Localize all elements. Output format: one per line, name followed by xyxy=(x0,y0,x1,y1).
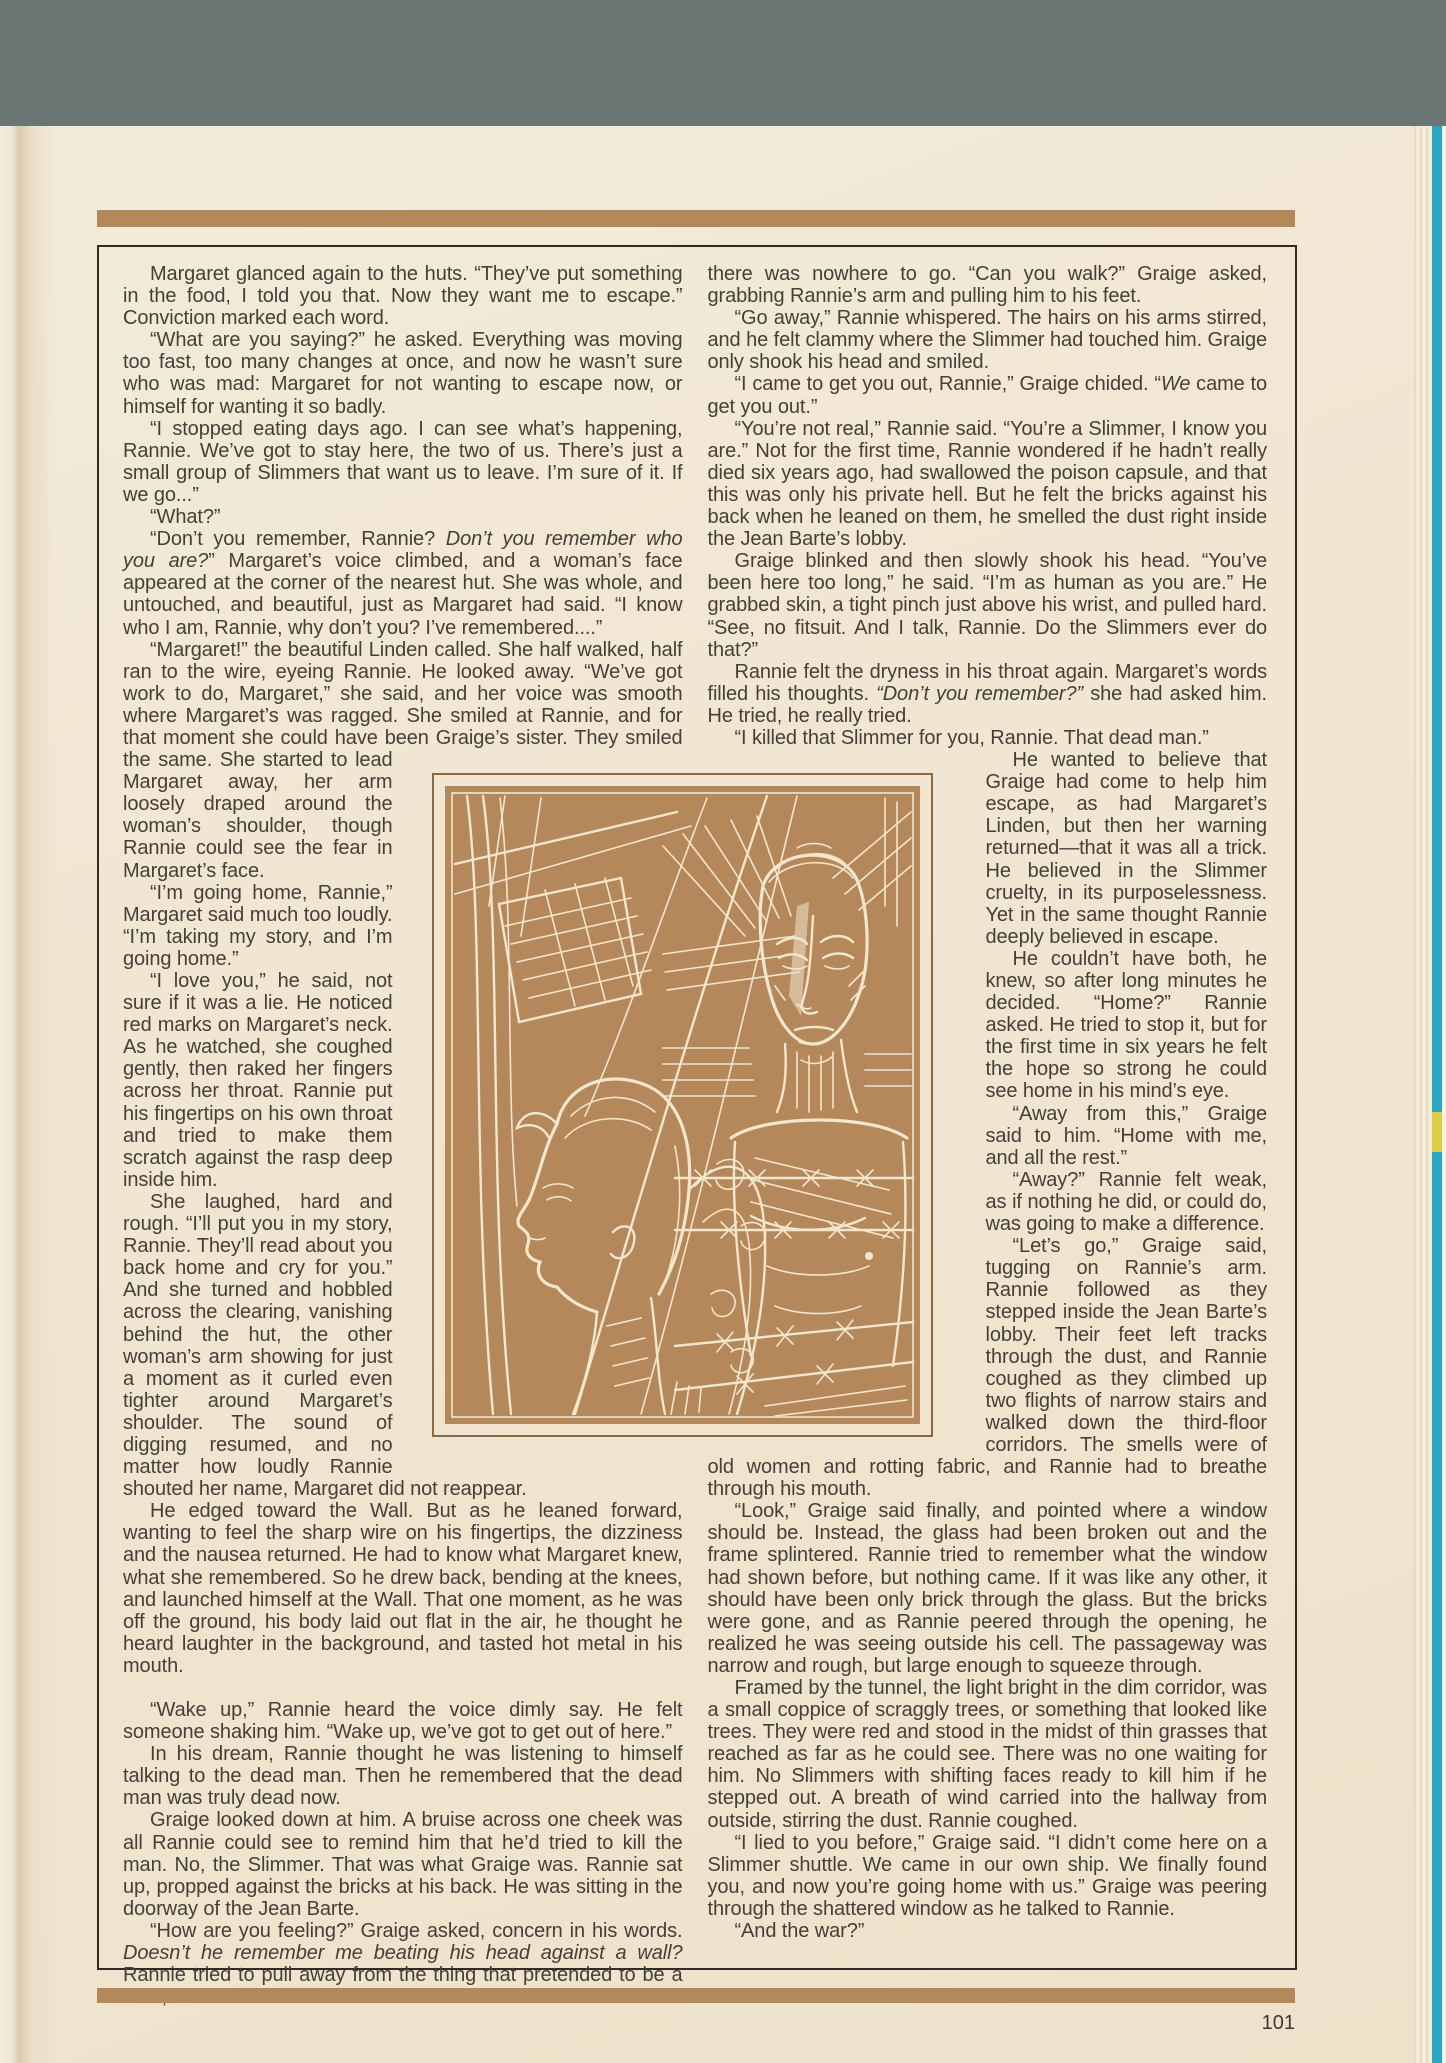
paragraph: She laughed, hard and rough. “I’ll put you in my story, Rannie. They’ll read about you back home and cry for you.” And she turned and hobbled across the clearing, vanishing behind the hut, the other woman’s arm showing for just a moment as it curled even tighter around Margaret’s shoulder. The sound of digging resumed, and no matter how loudly Rannie shouted her name, Margaret did not reappear. xyxy=(123,1190,527,1501)
top-rule-bar xyxy=(97,210,1295,227)
text-run: same. She started to lead Margaret away, her arm loosely draped around the woman’s shoulder, though Rannie could see the fear in Margaret’s face. xyxy=(123,749,393,882)
paragraph: “I’m going home, Rannie,” Margaret said much too loudly. “I’m taking my story, and I’m going home.” xyxy=(123,881,393,970)
paragraph: “What?” xyxy=(150,506,221,529)
paragraph: Margaret glanced again to the huts. “They’ve put something in the food, I told you that. Now they want me to escape.” Conviction marked each word. xyxy=(123,263,683,330)
paragraph: “Away from this,” Graige said to him. “Home with me, and all the rest.” xyxy=(985,1102,1267,1169)
page-gutter-shadow xyxy=(0,126,80,2063)
text-run: she had asked him. He tried, he really tried. xyxy=(707,682,1267,727)
paragraph: Graige blinked and then slowly shook his head. “You’ve been here too long,” he said. “I’m as human as you are.” He grabbed skin, a tight pinch just above his wrist, and pulled hard. “See, no fitsuit. And I talk, Rannie. Do the Slimmers ever do that?” xyxy=(707,550,1267,661)
paragraph: Graige looked down at him. A bruise across one cheek was all Rannie could see to remind him that he’d tried to kill the man. No, the Slimmer. That was what Graige was. Rannie sat up, propped against the bricks at his back. He was sitting in the doorway of the Jean Barte. xyxy=(123,1809,683,1920)
page-edges xyxy=(1414,126,1432,2063)
text-run: “How are you feeling?” Graige asked, concern in his words. xyxy=(150,1919,683,1942)
paragraph xyxy=(123,528,683,638)
cover-edge-yellow-mark xyxy=(1432,1112,1442,1152)
text-run: came to get you out.” xyxy=(707,373,1267,418)
page-number: 101 xyxy=(1261,2012,1295,2034)
paragraph: “What are you saying?” he asked. Everything was moving too fast, too many changes at once, and now he wasn’t sure who was mad: Margaret for not wanting to escape now, or himself for wanting it so badly. xyxy=(123,329,683,418)
paragraph: “Go away,” Rannie whispered. The hairs on his arms stirred, and he felt clammy where the Slimmer had touched him. Graige only shook his head and smiled. xyxy=(707,307,1267,374)
paragraph: “You’re not real,” Rannie said. “You’re a Slimmer, I know you are.” Not for the first time, Rannie wondered if he hadn’t really died six years ago, had swallowed the poison capsule, and that this was only his private hell. But he felt the bricks against his back when he leaned on them, he smelled the dust right inside the Jean Barte’s lobby. xyxy=(707,417,1267,551)
paragraph: there was nowhere to go. “Can you walk?” Graige asked, grabbing Rannie’s arm and pulling him to his feet. xyxy=(707,263,1267,308)
paragraph: “Away?” Rannie felt weak, as if nothing he did, or could do, was going to make a difference. xyxy=(985,1168,1267,1236)
article-frame xyxy=(97,245,1297,1987)
paragraph: “Wake up,” Rannie heard the voice dimly say. He felt someone shaking him. “Wake up, we’ve got to get out of here.” xyxy=(123,1699,683,1744)
paragraph: “And the war?” xyxy=(734,1920,865,1943)
text-run: Rannie felt the dryness in his throat again. Margaret’s words filled his thoughts. xyxy=(707,660,1267,705)
page-edge-highlight xyxy=(1442,126,1446,2063)
paragraph: “Let’s go,” Graige said, tugging on Rannie’s arm. Rannie followed as they stepped inside the Jean Barte’s lobby. Their feet left tracks through the dust, and Rannie coughed as they climbed up two flights of narrow stairs and walked down the third-floor corridors. The smells were of old women and rotting fabric, and Rannie had to breathe through his mouth. xyxy=(707,1235,1267,1501)
paragraph: “I lied to you before,” Graige said. “I didn’t come here on a Slimmer shuttle. We came in our own ship. We finally found you, and now you’re going home with us.” Graige was peering through the shattered window as he talked to Rannie. xyxy=(707,1831,1267,1920)
paragraph xyxy=(708,661,1268,727)
italic-run: Doesn’t he remember me beating his head against a wall? xyxy=(123,1942,683,1965)
photo-background-band xyxy=(0,0,1446,126)
paragraph: In his dream, Rannie thought he was listening to himself talking to the dead man. Then he remembered that the dead man was truly dead now. xyxy=(123,1743,683,1810)
text-run: “Margaret!” the beautiful Linden called. She half walked, half ran to the wire, eyeing Rannie. He looked away. “We’ve got work to do, Margaret,” she said, and her voice was smooth where Margaret’s was ragged. She smiled at Rannie, and for that moment she could have been Graige’s sister. They smiled the xyxy=(123,638,683,772)
bottom-rule-bar xyxy=(97,1988,1295,2003)
paragraph: “I love you,” he said, not sure if it was a lie. He noticed red marks on Margaret’s neck. As he watched, she coughed gently, then raked her fingers across her throat. Rannie put his fingertips on his own throat and tried to make them scratch against the rasp deep inside him. xyxy=(123,970,393,1191)
paragraph: Framed by the tunnel, the light bright in the dim corridor, was a small coppice of scraggly trees, or something that looked like trees. They were red and stood in the midst of thin grasses that reached as far as he could see. There was no one waiting for him. No Slimmers with shifting faces ready to kill him if he stepped out. A breath of wind carried into the hallway from outside, stirring the dust. Rannie coughed. xyxy=(707,1677,1267,1832)
italic-run: “Don’t you remember?” xyxy=(876,682,1084,705)
text-run: He wanted to believe that Graige had come to help him escape, as had Margaret’s Linden, but then her warning returned—that it was all a trick. He believed in the Slimmer cruelty, in its purposelessness. Yet in the same thought Rannie deeply believed in escape. xyxy=(985,749,1267,948)
book-cover-edge xyxy=(1432,126,1442,2063)
paragraph: He couldn’t have both, he knew, so after long minutes he decided. “Home?” Rannie asked. He tried to stop it, but for the first time in six years he felt the hope so strong he could see home in his mind’s eye. xyxy=(985,947,1267,1103)
woodcut-illustration xyxy=(432,773,933,1437)
woodcut-print xyxy=(445,786,920,1424)
text-run: ” Margaret’s voice climbed, and a woman’s face appeared at the corner of the nearest hut. She was whole, and untouched, and beautiful, just as Margaret had said. “I know who I am, Rannie, why don’t you? I’ve remembered....” xyxy=(123,550,683,639)
text-run: “I came to get you out, Rannie,” Graige chided. “ xyxy=(734,373,1161,396)
paragraph: “Look,” Graige said finally, and pointed where a window should be. Instead, the glass had been broken out and the frame splintered. Rannie tried to remember what the window had shown before, but nothing came. If it was like any other, it should have been only brick through the glass. But the bricks were gone, and as Rannie peered through the opening, he realized he was seeing outside his cell. The passageway was narrow and rough, but large enough to squeeze through. xyxy=(707,1500,1267,1677)
paragraph: He edged toward the Wall. But as he leaned forward, wanting to feel the sharp wire on his fingertips, the dizziness and the nausea returned. He had to know what Margaret knew, what she remembered. So he drew back, bending at the knees, and launched himself at the Wall. That one moment, as he was off the ground, his body laid out flat in the air, he thought he heard laughter in the background, and tasted hot metal in his mouth. xyxy=(123,1500,683,1677)
text-run: “Don’t you remember, Rannie? xyxy=(150,528,446,551)
paragraph: “I stopped eating days ago. I can see what’s happening, Rannie. We’ve got to stay here, the two of us. There’s just a small group of Slimmers that want us to leave. I’m sure of it. If we go...” xyxy=(123,417,683,506)
text-run: Rannie tried to pull away from the thing that pretended to be a xyxy=(123,1964,683,1987)
italic-run: We xyxy=(1160,373,1191,396)
paragraph: “I killed that Slimmer for you, Rannie. That dead man.” xyxy=(734,726,1209,749)
italic-run: Don’t you remember who you are? xyxy=(123,528,683,573)
paragraph xyxy=(708,373,1268,417)
